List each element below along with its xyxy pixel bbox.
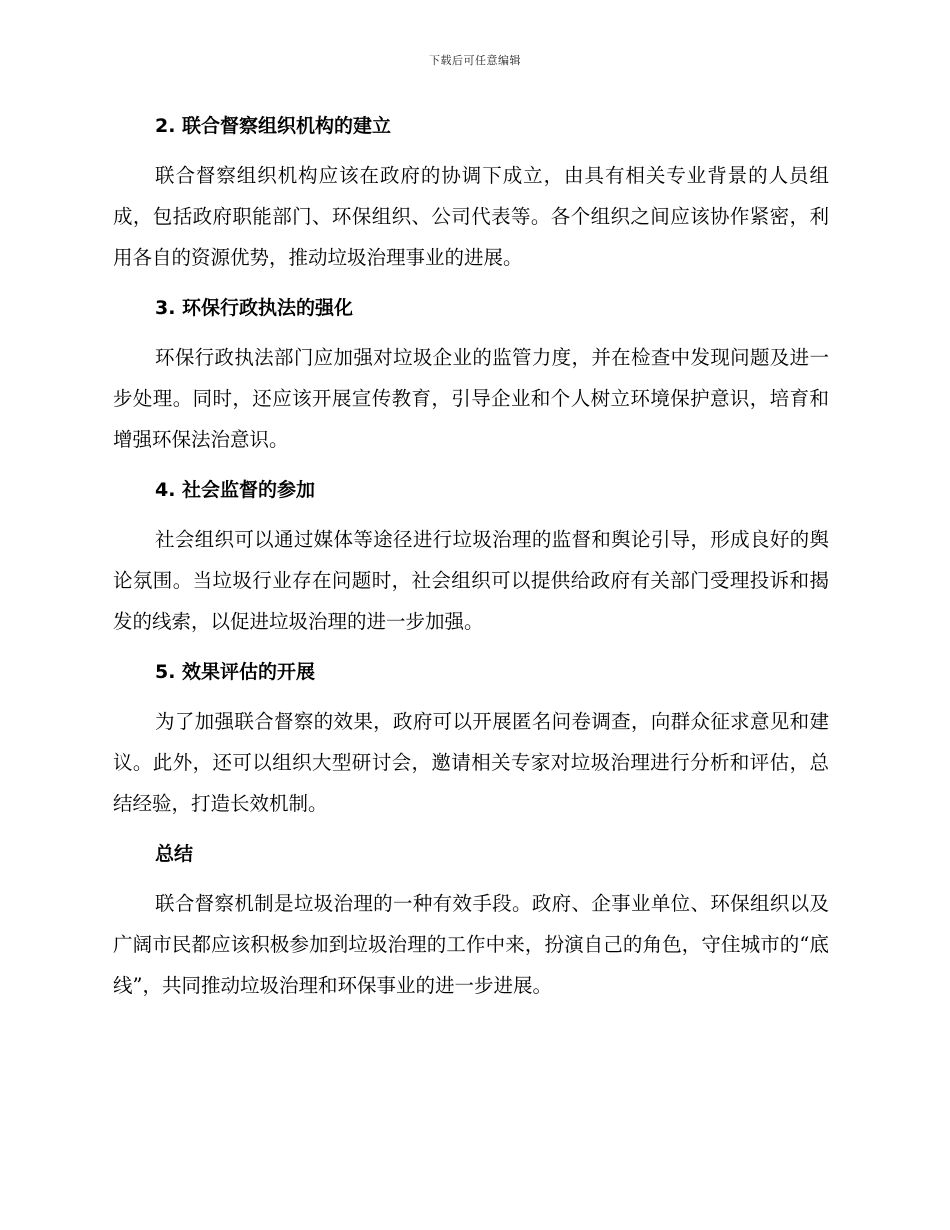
section-heading: 2. 联合督察组织机构的建立 [155,115,392,137]
section-heading: 3. 环保行政执法的强化 [155,297,354,319]
section-summary [113,840,829,1006]
section-environmental-enforcement [113,294,829,460]
section-paragraph: 为了加强联合督察的效果，政府可以开展匿名问卷调查，向群众征求意见和建议。此外，还可以组织大型研讨会，邀请相关专家对垃圾治理进行分析和评估，总结经验，打造长效机制。 [113,710,829,815]
section-joint-inspection-organization [113,112,829,278]
section-heading: 总结 [155,843,194,865]
document-body [113,112,829,1006]
section-paragraph: 联合督察机制是垃圾治理的一种有效手段。政府、企事业单位、环保组织以及广阔市民都应该积极参加到垃圾治理的工作中来，扮演自己的角色，守住城市的“底线”，共同推动垃圾治理和环保事业的进一步进展。 [113,892,829,997]
section-effect-evaluation [113,658,829,824]
section-paragraph: 环保行政执法部门应加强对垃圾企业的监管力度，并在检查中发现问题及进一步处理。同时，还应该开展宣传教育，引导企业和个人树立环境保护意识，培育和增强环保法治意识。 [113,346,829,451]
page-header: 下载后可任意编辑 [429,54,521,67]
section-heading: 5. 效果评估的开展 [155,661,316,683]
section-paragraph: 社会组织可以通过媒体等途径进行垃圾治理的监督和舆论引导，形成良好的舆论氛围。当垃圾行业存在问题时，社会组织可以提供给政府有关部门受理投诉和揭发的线索，以促进垃圾治理的进一步加强。 [113,528,829,633]
section-social-supervision [113,476,829,642]
section-heading: 4. 社会监督的参加 [155,479,316,501]
section-paragraph: 联合督察组织机构应该在政府的协调下成立，由具有相关专业背景的人员组成，包括政府职能部门、环保组织、公司代表等。各个组织之间应该协作紧密，利用各自的资源优势，推动垃圾治理事业的进展。 [113,164,829,269]
